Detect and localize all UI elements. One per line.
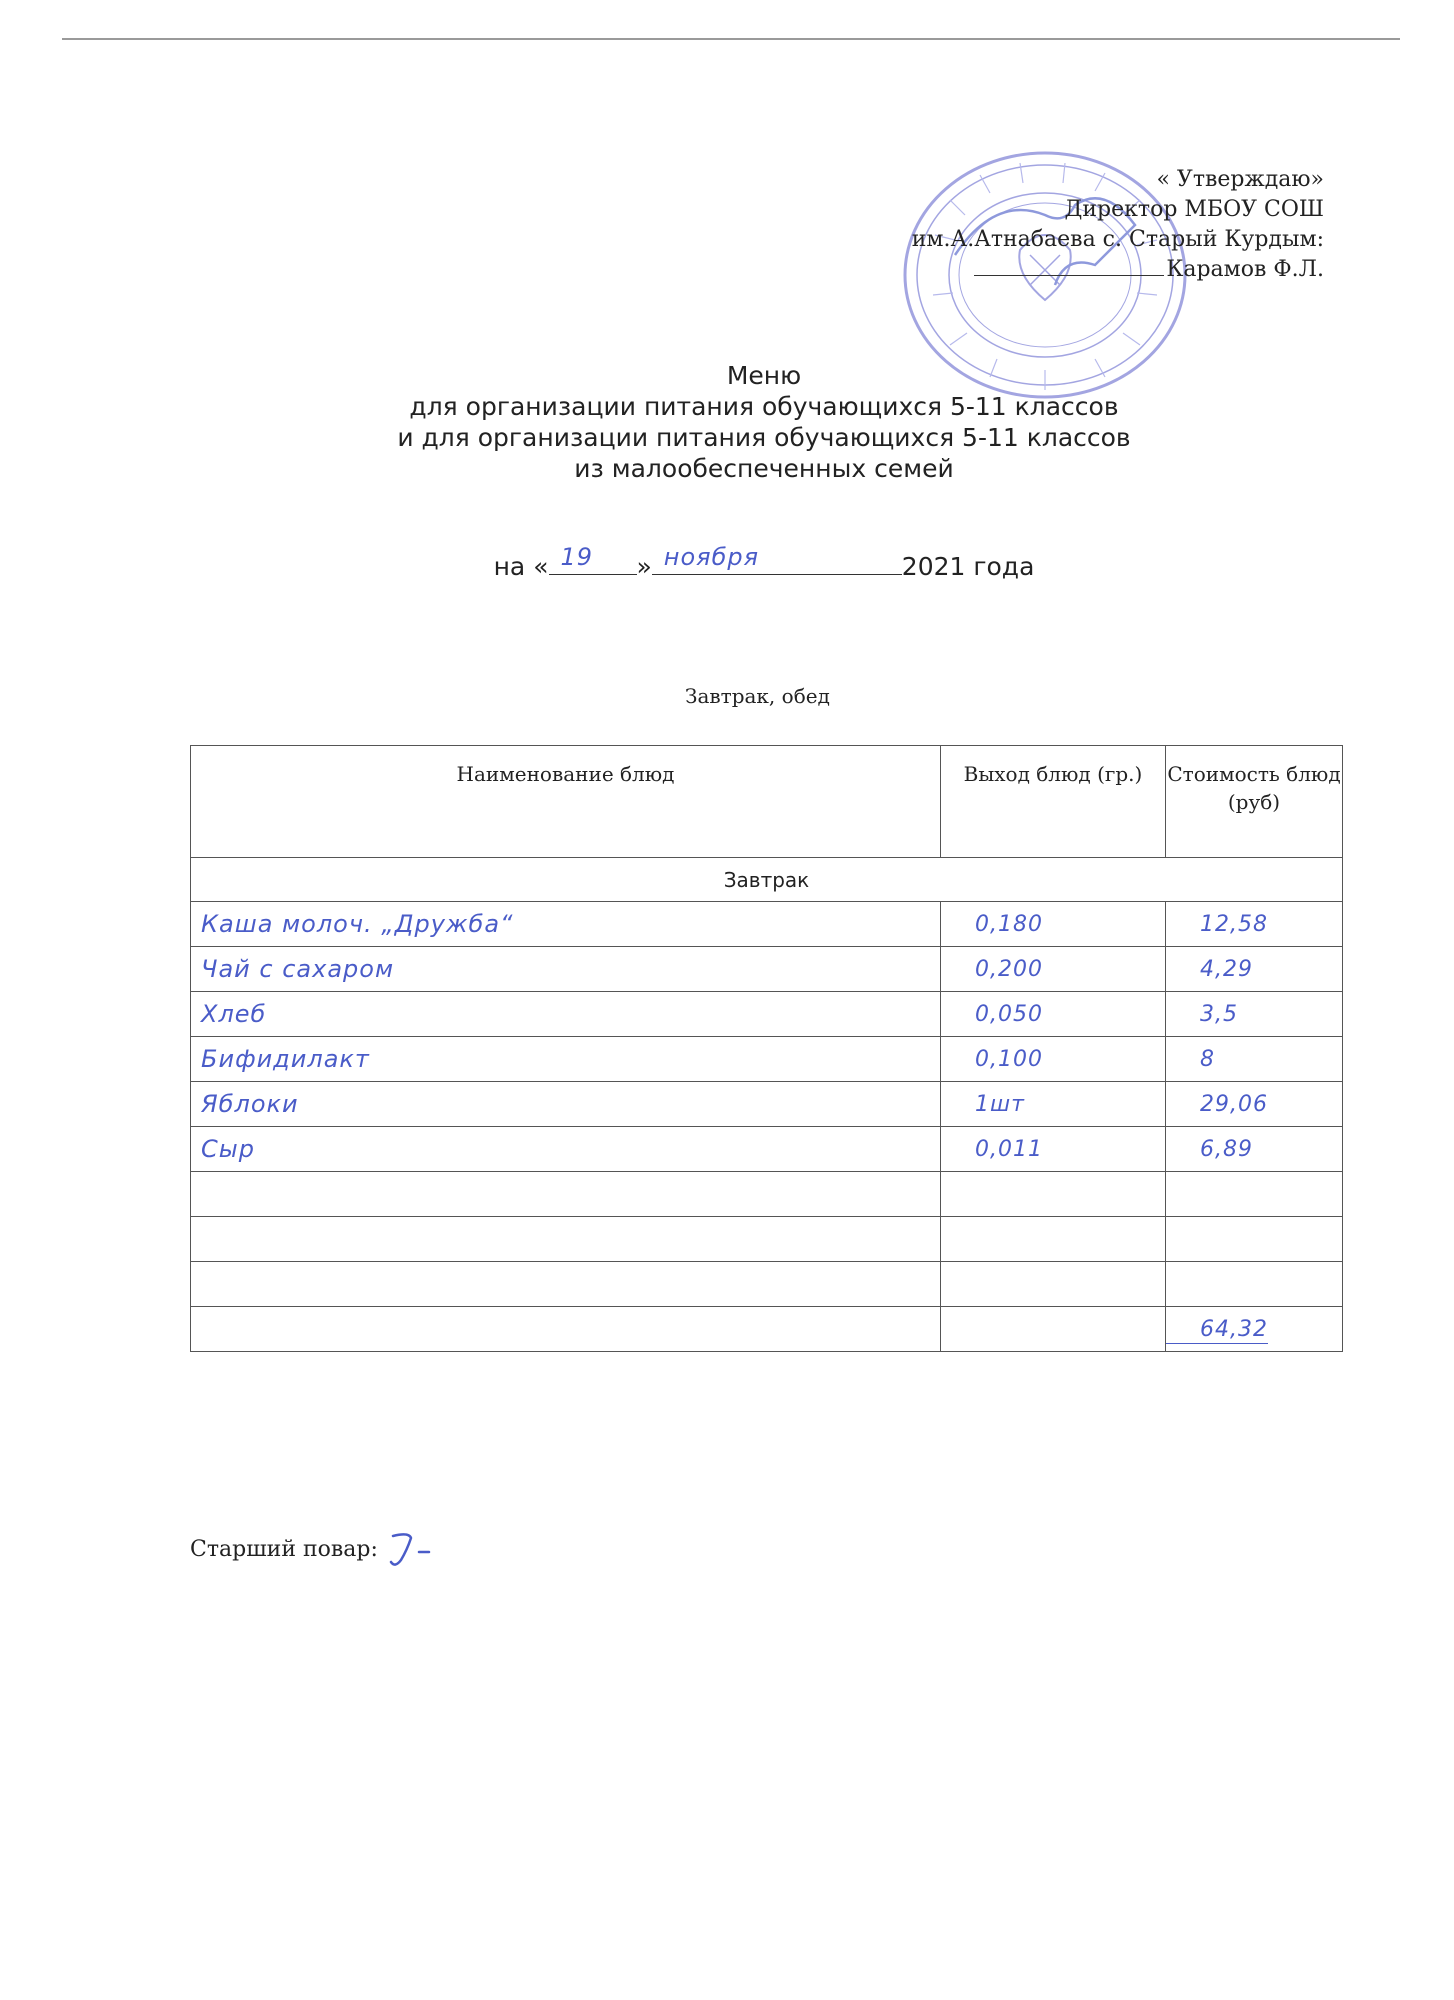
cost-cell xyxy=(1165,992,1342,1037)
dish-name: Хлеб xyxy=(201,1000,267,1028)
approval-title: « Утверждаю» xyxy=(1156,167,1324,192)
table-row xyxy=(191,1172,1343,1217)
yield-cell xyxy=(941,1217,1166,1262)
dish-yield: 0,180 xyxy=(975,911,1043,937)
cook-signature-mark xyxy=(385,1530,445,1570)
yield-cell xyxy=(941,1172,1166,1217)
table-row xyxy=(191,1037,1343,1082)
dish-name: Каша молоч. „Дружба“ xyxy=(201,910,514,938)
yield-cell xyxy=(941,1082,1166,1127)
approval-block xyxy=(912,165,1324,285)
title-line-4: из малообеспеченных семей xyxy=(574,454,954,483)
approval-signature-line xyxy=(912,255,1324,285)
dish-cost xyxy=(1166,1182,1200,1207)
top-rule xyxy=(62,38,1400,40)
total-row xyxy=(191,1307,1343,1352)
dish-yield: 0,011 xyxy=(975,1136,1043,1162)
dish-name-cell xyxy=(191,1262,941,1307)
header-cost: Стоимость блюд (руб) xyxy=(1165,746,1342,858)
table-row xyxy=(191,1127,1343,1172)
dish-name-cell xyxy=(191,902,941,947)
dish-name: Чай с сахаром xyxy=(201,955,395,983)
dish-name-cell xyxy=(191,1082,941,1127)
total-yield-cell xyxy=(941,1307,1166,1352)
dish-name-cell xyxy=(191,992,941,1037)
cost-cell xyxy=(1165,1127,1342,1172)
dish-yield: 0,200 xyxy=(975,956,1043,982)
date-line xyxy=(0,543,1454,581)
dish-name xyxy=(191,1180,201,1208)
date-day: 19 xyxy=(560,543,594,571)
dish-name-cell xyxy=(191,1037,941,1082)
dish-yield xyxy=(941,1182,975,1207)
dish-yield: 0,100 xyxy=(975,1046,1043,1072)
cost-cell xyxy=(1165,947,1342,992)
approval-position: Директор МБОУ СОШ xyxy=(1064,197,1324,222)
section-breakfast: Завтрак xyxy=(191,858,1343,902)
date-prefix: на « xyxy=(493,552,549,581)
cook-label: Старший повар: xyxy=(190,1537,378,1562)
signature-blank xyxy=(974,255,1164,276)
approval-signer: Карамов Ф.Л. xyxy=(1166,257,1324,282)
cost-cell xyxy=(1165,1082,1342,1127)
yield-cell xyxy=(941,992,1166,1037)
dish-cost: 3,5 xyxy=(1199,1001,1238,1027)
dish-name-cell xyxy=(191,1172,941,1217)
dish-name-cell xyxy=(191,1217,941,1262)
dish-cost: 4,29 xyxy=(1199,956,1253,982)
table-row xyxy=(191,1217,1343,1262)
approval-school: им.А.Атнабаева с. Старый Курдым: xyxy=(911,227,1324,252)
table-header-row xyxy=(191,746,1343,858)
yield-cell xyxy=(941,902,1166,947)
date-year: 2021 года xyxy=(901,552,1035,581)
yield-cell xyxy=(941,1127,1166,1172)
dish-cost: 29,06 xyxy=(1199,1091,1268,1117)
table-row xyxy=(191,947,1343,992)
dish-name-cell xyxy=(191,947,941,992)
dish-name-cell xyxy=(191,1127,941,1172)
header-yield: Выход блюд (гр.) xyxy=(941,746,1166,858)
dish-name: Яблоки xyxy=(201,1090,299,1118)
document-title xyxy=(0,360,1454,484)
meal-subtitle: Завтрак, обед xyxy=(685,684,830,708)
dish-name xyxy=(191,1270,201,1298)
cost-cell xyxy=(1165,902,1342,947)
dish-name xyxy=(191,1225,201,1253)
header-dish-name: Наименование блюд xyxy=(191,746,941,858)
table-row xyxy=(191,1082,1343,1127)
title-line-1: Меню xyxy=(726,361,802,390)
section-row xyxy=(191,858,1343,902)
dish-name: Бифидилакт xyxy=(201,1045,370,1073)
dish-yield xyxy=(941,1227,975,1252)
total-cost-cell xyxy=(1165,1307,1342,1352)
dish-yield: 0,050 xyxy=(975,1001,1043,1027)
total-cost: 64,32 xyxy=(1166,1317,1268,1344)
cook-signature xyxy=(190,1530,445,1570)
menu-table xyxy=(190,745,1343,1352)
yield-cell xyxy=(941,1262,1166,1307)
cost-cell xyxy=(1165,1172,1342,1217)
dish-cost xyxy=(1166,1227,1200,1252)
date-day-blank xyxy=(549,543,637,575)
cost-cell xyxy=(1165,1262,1342,1307)
dish-cost: 12,58 xyxy=(1199,911,1268,937)
date-month-blank xyxy=(652,543,902,575)
date-month: ноября xyxy=(663,543,760,571)
cost-cell xyxy=(1165,1037,1342,1082)
yield-cell xyxy=(941,947,1166,992)
title-line-3: и для организации питания обучающихся 5-11 классов xyxy=(397,423,1131,452)
table-row xyxy=(191,902,1343,947)
title-line-2: для организации питания обучающихся 5-11 классов xyxy=(409,392,1119,421)
yield-cell xyxy=(941,1037,1166,1082)
cost-cell xyxy=(1165,1217,1342,1262)
dish-yield xyxy=(941,1272,975,1297)
dish-name: Сыр xyxy=(201,1135,255,1163)
date-middle: » xyxy=(636,552,652,581)
total-label-cell xyxy=(191,1307,941,1352)
dish-cost xyxy=(1166,1272,1200,1297)
dish-yield: 1шт xyxy=(975,1091,1025,1117)
table-row xyxy=(191,992,1343,1037)
dish-cost: 6,89 xyxy=(1199,1136,1253,1162)
dish-cost: 8 xyxy=(1199,1046,1215,1072)
table-row xyxy=(191,1262,1343,1307)
